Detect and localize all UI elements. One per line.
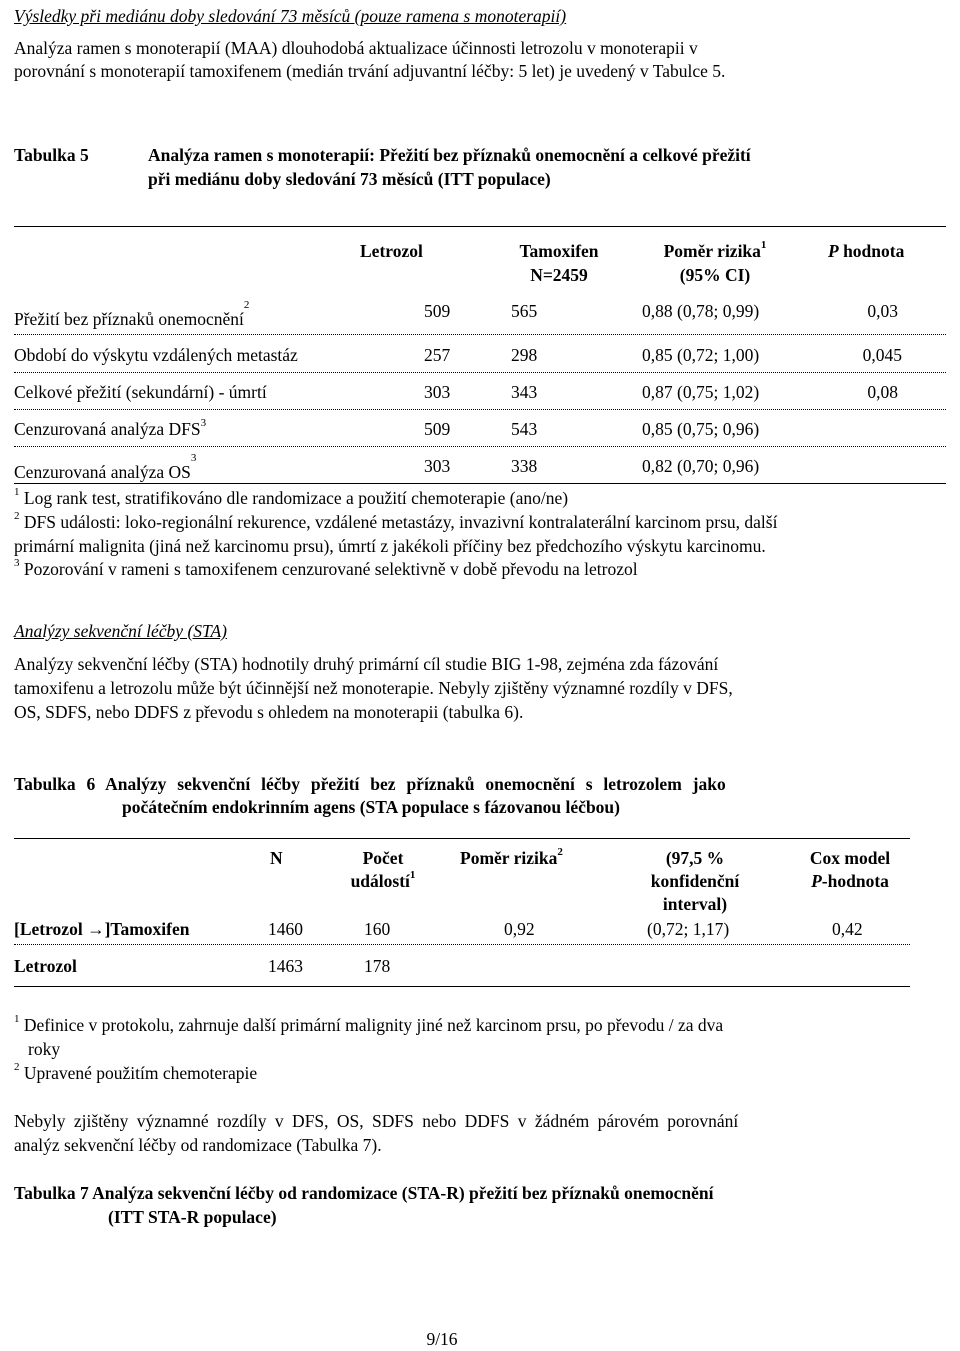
intro-paragraph-line-2: porovnání s monoterapií tamoxifenem (medián trvání adjuvantní léčby: 5 let) je uvedený v Tabulce 5. — [14, 61, 726, 81]
table7-caption-line-1: Tabulka 7 Analýza sekvenční léčby od randomizace (STA-R) přežití bez příznaků onemocnění — [14, 1183, 714, 1203]
table5-row-3-p: 0,08 — [867, 382, 898, 402]
table6-row-1-n: 1460 — [268, 919, 303, 939]
page-number: 9/16 — [426, 1329, 458, 1349]
table5-row-3-label: Celkové přežití (sekundární) - úmrtí — [14, 382, 267, 402]
table5-caption-line-2: při mediánu doby sledování 73 měsíců (ITT populace) — [148, 169, 551, 189]
table6-header-ci-line-3: interval) — [662, 894, 728, 914]
table5-row-4-hr: 0,85 (0,75; 0,96) — [642, 419, 760, 439]
table5-row-divider — [14, 372, 946, 373]
table5-row-2-tamoxifen: 298 — [511, 345, 538, 365]
sta-paragraph-line-3: OS, SDFS, nebo DDFS z převodu s ohledem na monoterapii (tabulka 6). — [14, 702, 524, 722]
section-title-sta: Analýzy sekvenční léčby (STA) — [14, 621, 227, 641]
table5-row-divider — [14, 446, 946, 447]
table6-footnote-1-line-2: roky — [28, 1039, 61, 1059]
table6-footnote-1-line-1: $^1$ Definice v protokolu, zahrnuje další primární malignity jiné než karcinom prsu, po převodu / za dva — [14, 1013, 724, 1035]
table5-row-4-letrozol: 509 — [424, 419, 451, 439]
table5-row-2-label: Období do výskytu vzdálených metastáz — [14, 345, 298, 365]
table5-row-3-tamoxifen: 343 — [511, 382, 538, 402]
table6-row-1-p: 0,42 — [832, 919, 863, 939]
table5-caption-line-1: Analýza ramen s monoterapií: Přežití bez příznaků onemocnění a celkové přežití — [148, 145, 751, 165]
sequence-paragraph-line-2: analýz sekvenční léčby od randomizace (Tabulka 7). — [14, 1135, 382, 1155]
table5-footnote-2-line-1: $^2$ DFS události: loko-regionální rekurence, vzdálené metastázy, invazivní kontralaterální karcinom prsu, další — [14, 510, 778, 532]
sta-paragraph-line-1: Analýzy sekvenční léčby (STA) hodnotily druhý primární cíl studie BIG 1-98, zejména zda fázování — [14, 654, 719, 674]
table5-row-4-tamoxifen: 543 — [511, 419, 538, 439]
table5-row-divider — [14, 334, 946, 335]
table5-row-2-letrozol: 257 — [424, 345, 451, 365]
table6-row-1-hr: 0,92 — [504, 919, 535, 939]
table5-row-4-label: Cenzurovaná analýza DFS$^3$ — [14, 417, 207, 439]
table6-row-2-n: 1463 — [268, 956, 303, 976]
table6-row-1-ci: (0,72; 1,17) — [647, 919, 730, 939]
table5-footnote-2-line-2: primární malignita (jiná než karcinomu prsu), úmrtí z jakékoli příčiny bez předchozího výskytu karcinomu. — [14, 536, 766, 556]
table5-row-1-label: Přežití bez příznaků onemocnění$^2$ — [14, 299, 250, 329]
table5-header-p-value: P hodnota — [828, 241, 905, 261]
table5-row-1-tamoxifen: 565 — [511, 301, 538, 321]
table5-row-5-letrozol: 303 — [424, 456, 451, 476]
table6-header-events-line-1: Počet — [362, 848, 404, 868]
section-title-results: Výsledky při mediánu doby sledování 73 měsíců (pouze ramena s monoterapií) — [14, 6, 567, 26]
arrow-right-icon: → — [87, 919, 105, 939]
table5-row-3-hr: 0,87 (0,75; 1,02) — [642, 382, 760, 402]
table5-header-ci: (95% CI) — [679, 265, 751, 285]
table5-row-5-hr: 0,82 (0,70; 0,96) — [642, 456, 760, 476]
table5-header-letrozol: Letrozol — [360, 241, 423, 261]
table6-header-n: N — [270, 848, 283, 868]
table6-header-events-line-2: událostí$^1$ — [350, 869, 416, 891]
table6-header-cox-line-1: Cox model — [809, 848, 891, 868]
table5-row-2-p: 0,045 — [862, 345, 902, 365]
sta-paragraph-line-2: tamoxifenu a letrozolu může být účinnější než monoterapie. Nebyly zjištěny významné rozdíly v DFS, — [14, 678, 733, 698]
table5-footnote-3: $^3$ Pozorování v rameni s tamoxifenem cenzurované selektivně v době převodu na letrozol — [14, 557, 638, 579]
table6-header-cox-line-2: P-hodnota — [811, 871, 889, 891]
table6-header-ci-line-2: konfidenční — [650, 871, 740, 891]
table5-row-5-tamoxifen: 338 — [511, 456, 538, 476]
table6-header-hazard-ratio: Poměr rizika$^2$ — [460, 846, 563, 868]
table5-label: Tabulka 5 — [14, 145, 89, 165]
table6-footnote-2: $^2$ Upravené použitím chemoterapie — [14, 1061, 258, 1083]
table5-row-divider — [14, 409, 946, 410]
table6-top-rule — [14, 838, 910, 839]
table6-row-2-label: Letrozol — [14, 956, 77, 976]
table5-top-rule — [14, 226, 946, 227]
table5-row-5-label: Cenzurovaná analýza $OS^3$ — [14, 452, 197, 482]
table5-row-1-hr: 0,88 (0,78; 0,99) — [642, 301, 760, 321]
table6-row-divider — [14, 944, 910, 945]
table5-footnote-1: $^1$ Log rank test, stratifikováno dle randomizace a použití chemoterapie (ano/ne) — [14, 486, 569, 508]
table7-caption-line-2: (ITT STA-R populace) — [108, 1207, 277, 1227]
table6-row-1-events: 160 — [364, 919, 391, 939]
table5-header-tamoxifen-n: N=2459 — [530, 265, 588, 285]
table6-caption-line-1: Tabulka 6 Analýzy sekvenční léčby přežití bez příznaků onemocnění s letrozolem jako — [14, 774, 726, 794]
table5-header-tamoxifen: Tamoxifen — [519, 241, 599, 261]
table6-caption-line-2: počátečním endokrinním agens (STA populace s fázovanou léčbou) — [122, 797, 620, 817]
table5-row-1-letrozol: 509 — [424, 301, 451, 321]
table5-row-3-letrozol: 303 — [424, 382, 451, 402]
intro-paragraph-line-1: Analýza ramen s monoterapií (MAA) dlouhodobá aktualizace účinnosti letrozolu v monoterapii v — [14, 38, 698, 58]
table6-row-1-label: [Letrozol →]Tamoxifen — [14, 919, 190, 939]
table5-bottom-rule — [14, 483, 946, 484]
table6-header-ci-line-1: (97,5 % — [665, 848, 725, 868]
table5-header-hazard-ratio: Poměr rizika$^1$ — [663, 239, 767, 261]
sequence-paragraph-line-1: Nebyly zjištěny významné rozdíly v DFS, OS, SDFS nebo DDFS v žádném párovém porovnání — [14, 1111, 739, 1131]
table6-bottom-rule — [14, 986, 910, 987]
table5-row-1-p: 0,03 — [867, 301, 898, 321]
table6-row-2-events: 178 — [364, 956, 391, 976]
table5-row-2-hr: 0,85 (0,72; 1,00) — [642, 345, 760, 365]
